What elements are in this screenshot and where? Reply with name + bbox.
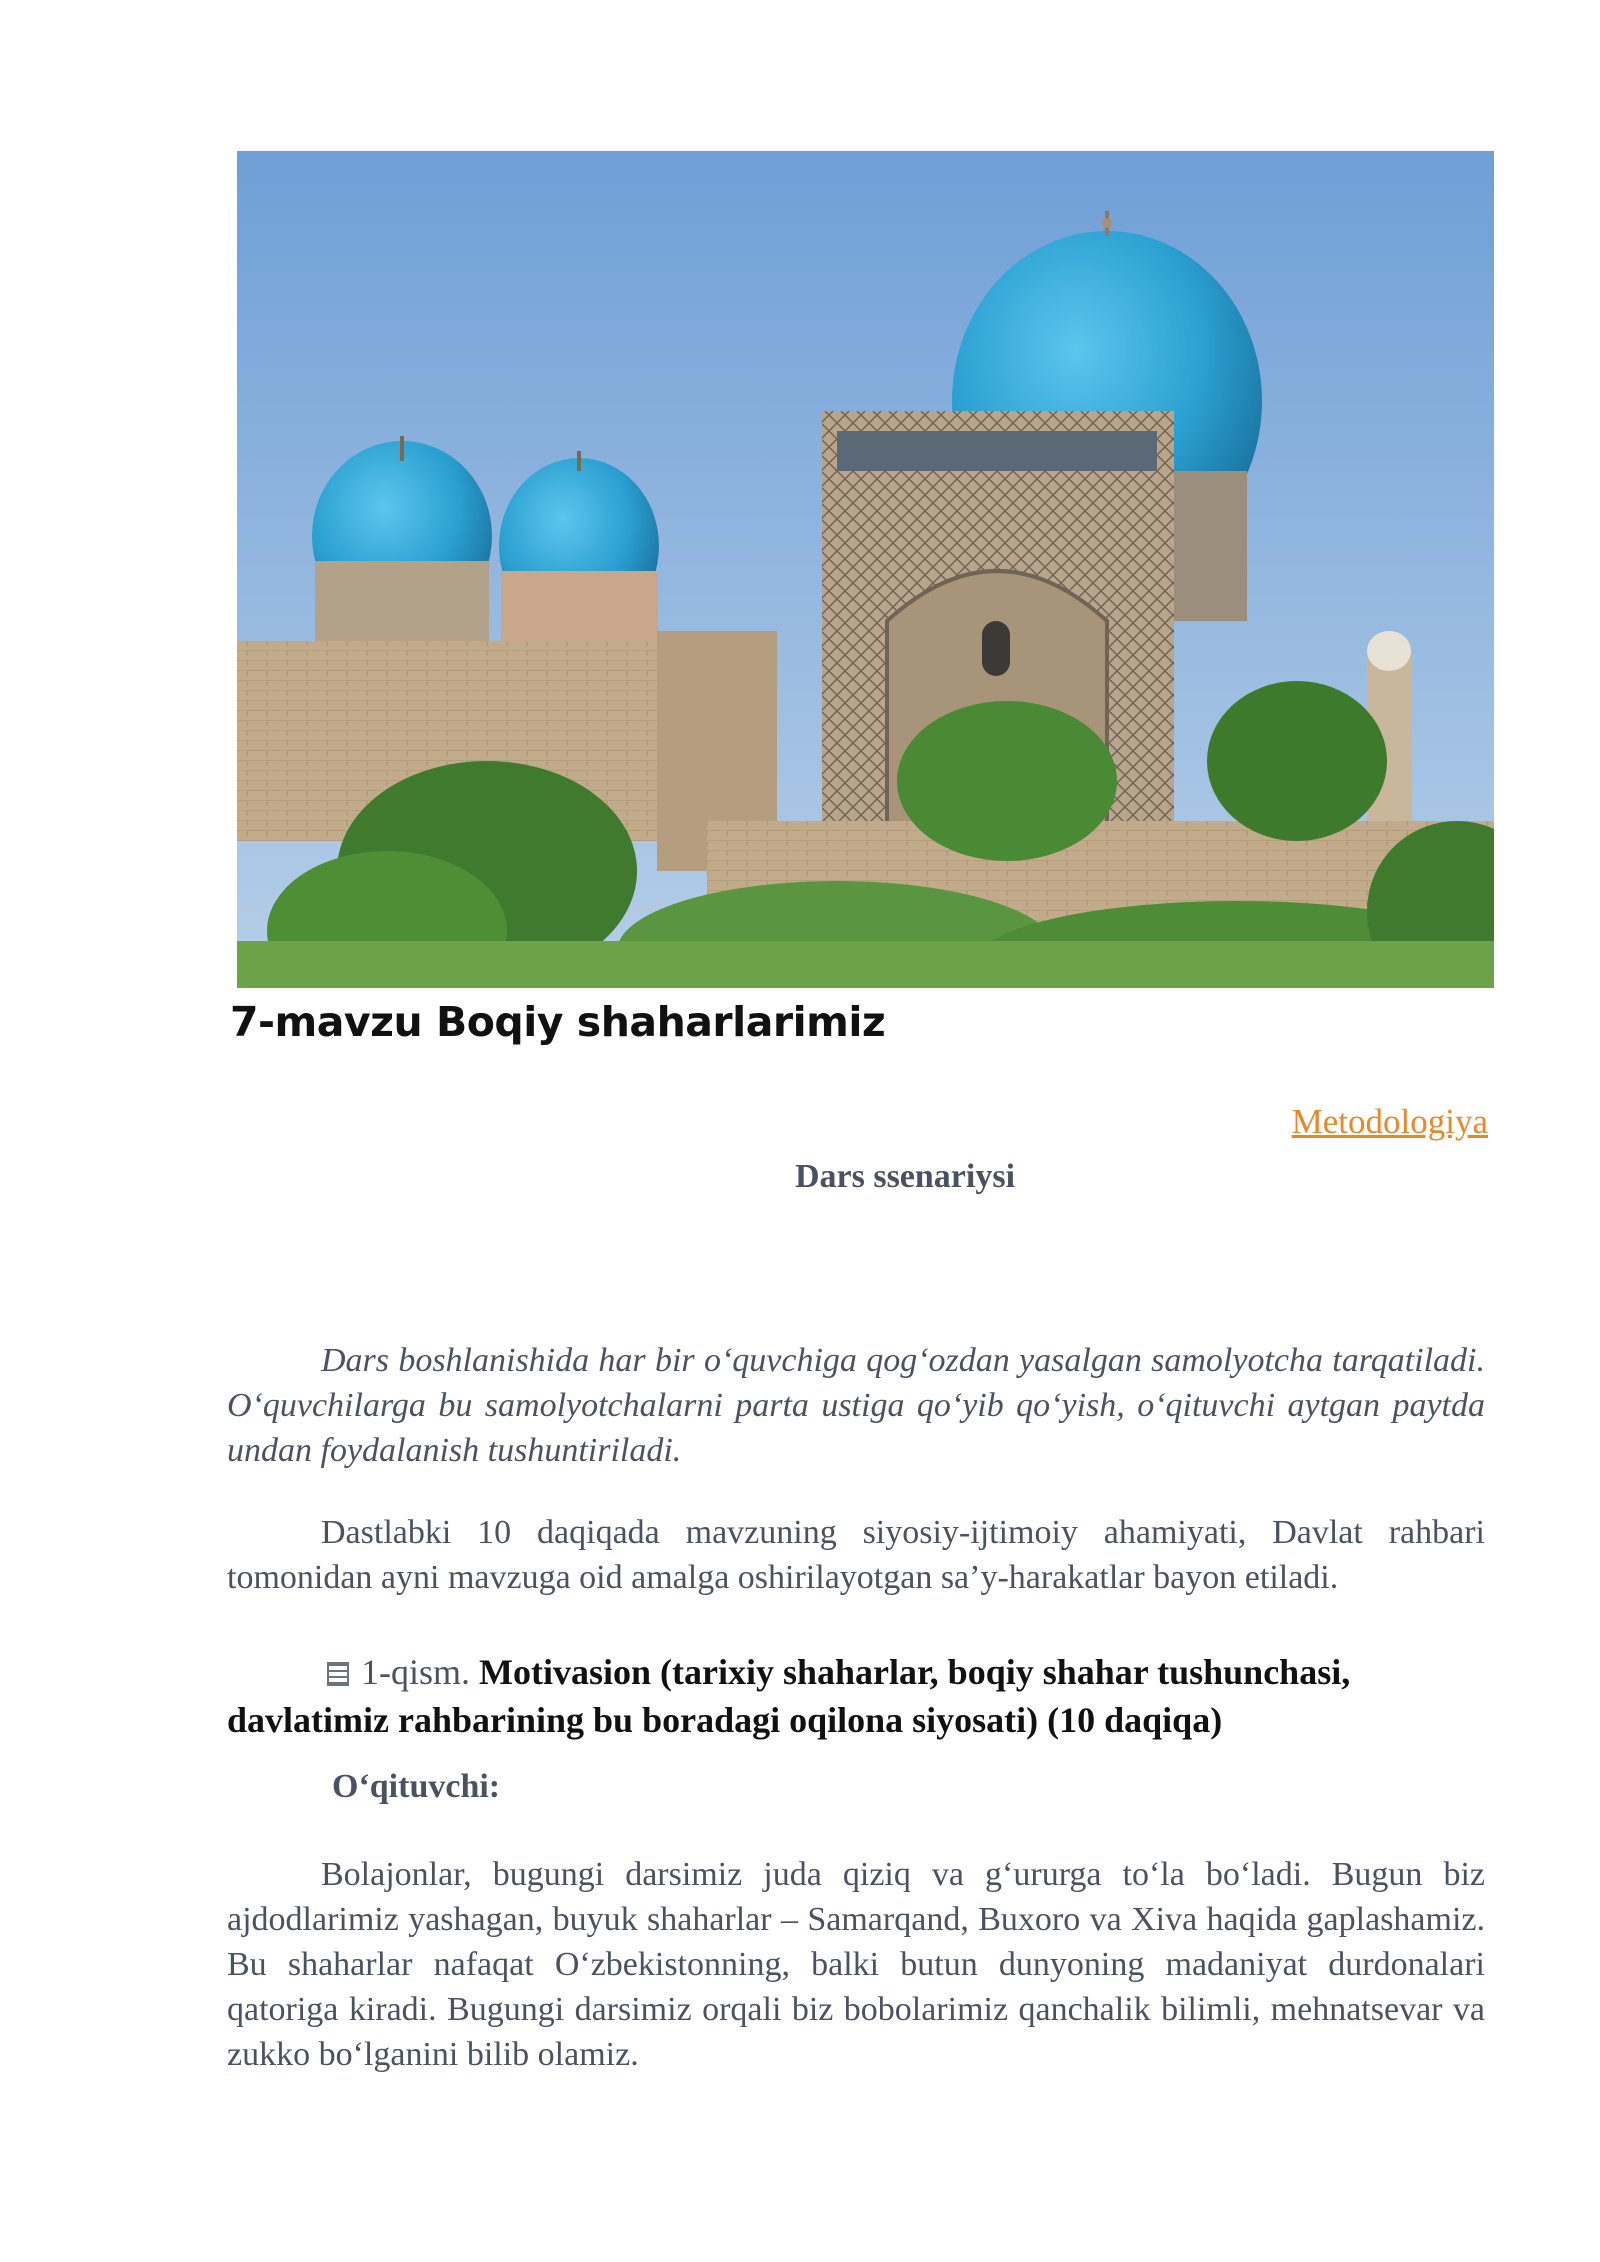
section-heading	[227, 1648, 1485, 1744]
document-icon	[327, 1662, 349, 1686]
methodology-link[interactable]: Metodologiya	[1291, 1102, 1488, 1141]
lesson-subtitle: Dars ssenariysi	[794, 1158, 1016, 1195]
section-title: Motivasion (tarixiy shaharlar, boqiy shahar tushunchasi, davlatimiz rahbarining bu boradagi oqilona siyosati) (10 daqiqa)	[227, 1652, 1351, 1740]
speaker-label: O‘qituvchi:	[332, 1768, 501, 1805]
mausoleum-photo	[237, 151, 1494, 988]
first-minutes-paragraph: Dastlabki 10 daqiqada mavzuning siyosiy-ijtimoiy ahamiyati, Davlat rahbari tomonidan ayni mavzuga oid amalga oshirilayotgan sa’y-harakatlar bayon etiladi.	[227, 1514, 1485, 1596]
teacher-speech-paragraph: Bolajonlar, bugungi darsimiz juda qiziq va g‘ururga to‘la bo‘ladi. Bugun biz ajdodlarimiz yashagan, buyuk shaharlar – Samarqand, Buxoro va Xiva haqida gaplashamiz. Bu shaharlar nafaqat O‘zbekistonning, balki butun dunyoning madaniyat durdonalari qatoriga kiradi. Bugungi darsimiz orqali biz bobolarimiz qanchalik bilimli, mehnatsevar va zukko bo‘lganini bilib olamiz.	[227, 1856, 1485, 2073]
section-part-label: 1-qism.	[361, 1652, 471, 1692]
intro-paragraph: Dars boshlanishida har bir o‘quvchiga qog‘ozdan yasalgan samolyotcha tarqatiladi. O‘quvchilarga bu samolyotchalarni parta ustiga qo‘yib qo‘yish, o‘qituvchi aytgan paytda undan foydalanish tushuntiriladi.	[227, 1342, 1485, 1469]
page-title: 7-mavzu Boqiy shaharlarimiz	[230, 998, 886, 1046]
